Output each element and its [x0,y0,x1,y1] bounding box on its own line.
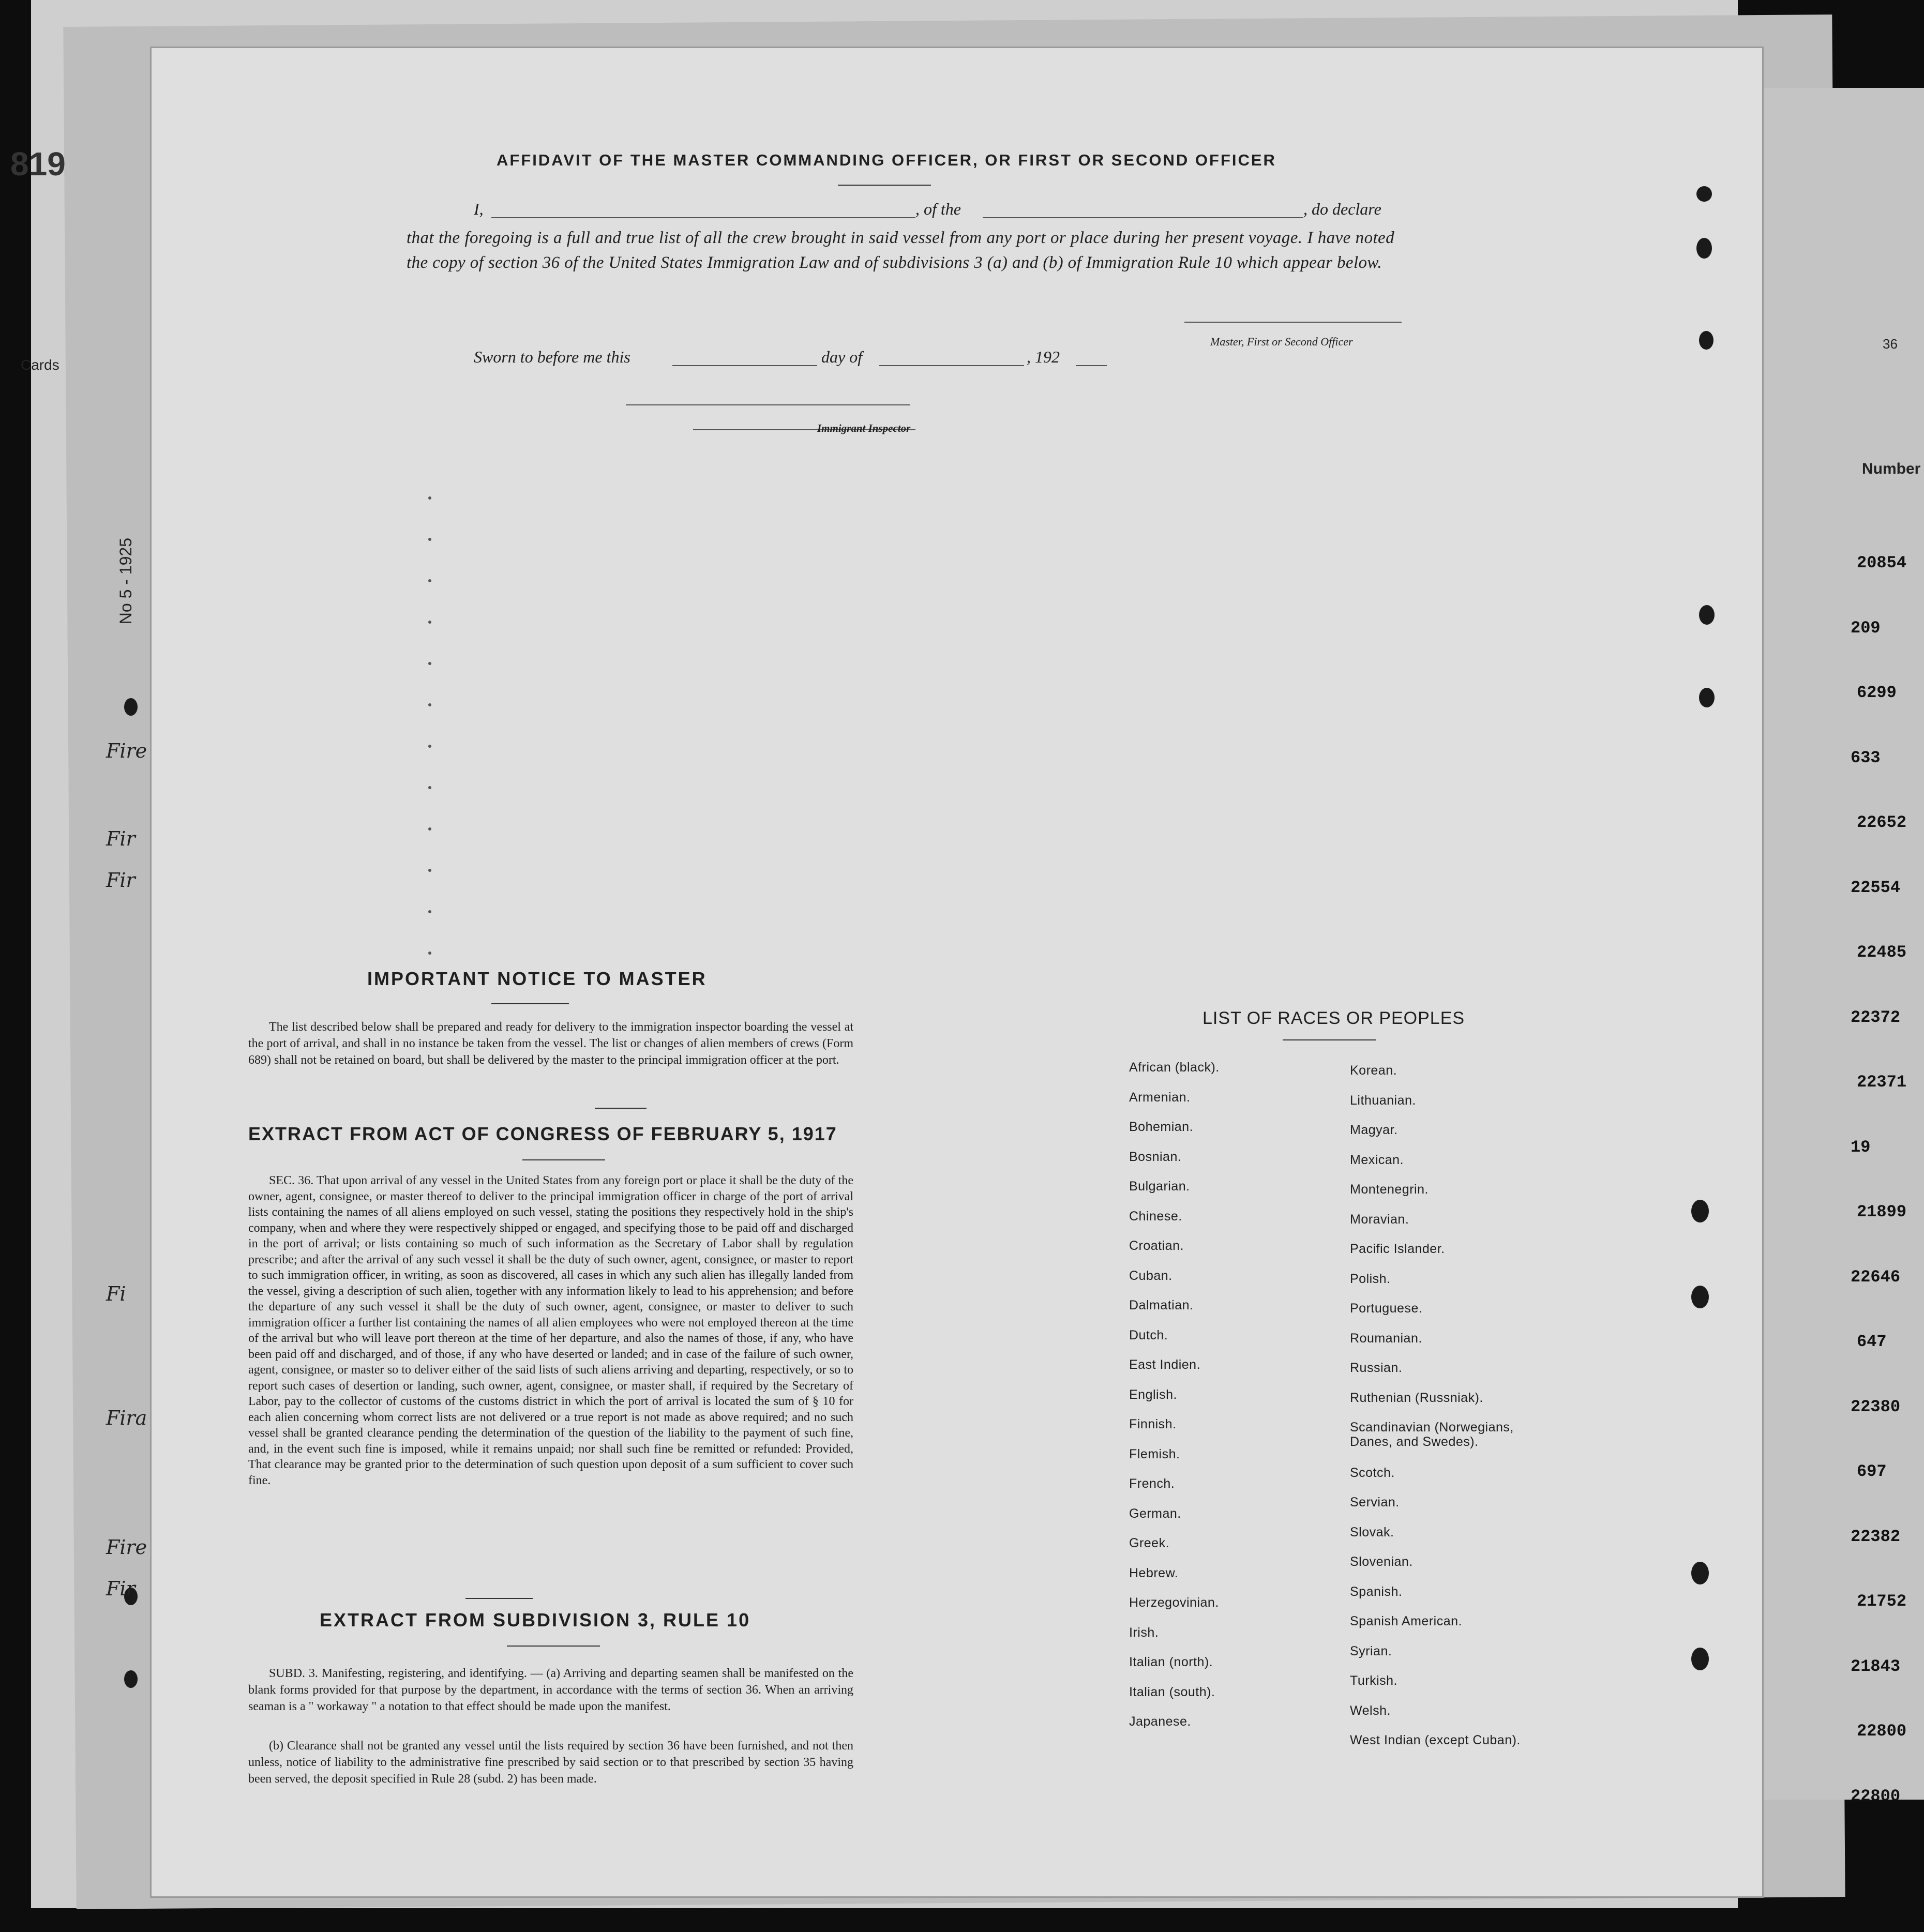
column-dot [428,496,431,500]
race-item: Irish. [1129,1625,1159,1640]
punch-hole [1699,688,1715,707]
column-dot [428,786,431,789]
race-item: Syrian. [1350,1643,1392,1658]
race-item: Russian. [1350,1361,1403,1375]
inspector-line [626,404,910,405]
race-item: Chinese. [1129,1209,1182,1224]
sworn-month-line [879,365,1024,366]
punch-hole [1691,1200,1709,1222]
races-title: LIST OF RACES OR PEOPLES [1202,1008,1465,1028]
affidavit-of-the: , of the [915,200,961,218]
margin-number: 20854 [1857,553,1907,572]
fireman-note: Fire [106,739,147,762]
margin-number: 647 [1857,1332,1887,1351]
margin-number: 22372 [1851,1007,1901,1027]
column-dot [428,869,431,872]
act-body: SEC. 36. That upon arrival of any vessel in the United States from any foreign port or place it shall be the duty of the owner, agent, consignee, or master thereof to deliver to the principal immigration officer in charge of the port of arrival lists containing the names of all aliens employed on such vessel, stating the positions they respectively hold in the ship's company, when and where they were respectively shipped or engaged, and specifying those to be paid off and discharged in the port of arrival; or lists containing so much of such information as the Secretary of Labor shall by regulation prescribe; and after the arrival of any such vessel it shall be the duty of such owner, agent, consignee, or master to report to such immigration officer, in writing, as soon as discovered, all cases in which any such alien has illegally landed from the vessel, giving a description of such alien, together with any information likely to lead to his apprehension; and before the departure of any such vessel it shall be the duty of such owner, agent, consignee, or master to deliver to such immigration officer a further list containing the names of all alien employees who were not employed thereon at the time of the arrival but who will leave port thereon at the time of her departure, and also the names of those, if any, who have been paid off and discharged, and of those, if any who have deserted or landed; and in case of the failure of such owner, agent, consignee, or master so to deliver either of the said lists of such aliens arriving and departing, respectively, or so to report such cases of desertion or landing, such owner, agent, consignee, or master shall, if required by the Secretary of Labor, pay to the collector of customs of the customs district in which the port of arrival is located the sum of § 10 for each alien concerning whom correct lists are not delivered or a true report is not made as above required; and no such vessel shall be granted clearance pending the determination of the question of the liability to the payment of such fine, and, in the event such fine is imposed, while it remains unpaid; nor shall such fine be remitted or refunded: Provided, That clearance may be granted prior to the determination of such question upon deposit of a sum sufficient to cover such fine. [248,1174,853,1487]
notice-title: IMPORTANT NOTICE TO MASTER [367,968,707,989]
punch-hole [1696,186,1712,202]
rule-rule [507,1646,600,1647]
day-of: day of [821,348,863,366]
punch-hole [1691,1562,1709,1584]
column-dot [428,952,431,955]
race-item: Cuban. [1129,1268,1173,1283]
act-rule-2 [465,1598,533,1599]
fireman-note: Fir [106,869,136,892]
race-item: Japanese. [1129,1714,1191,1729]
margin-number: 22554 [1851,878,1901,897]
margin-number: 633 [1851,748,1881,767]
margin-number: 6299 [1857,683,1897,702]
margin-number: 22652 [1857,813,1907,832]
race-item: Slovenian. [1350,1554,1413,1569]
rule-para-b: (b) Clearance shall not be granted any vessel until the lists required by section 36 have been furnished, and not then unless, notice of liability to the administrative fine prescribed by said section or to that prescribed by section 35 having been served, the deposit specified in Rule 28 (subd. 2) has been made. [248,1739,853,1786]
notice-rule [491,1003,569,1004]
margin-number: 22380 [1851,1397,1901,1416]
race-item: Magyar. [1350,1123,1398,1137]
race-item: Dalmatian. [1129,1298,1194,1312]
race-item: Ruthenian (Russniak). [1350,1390,1483,1405]
column-dot [428,621,431,624]
race-item: Pacific Islander. [1350,1242,1445,1256]
column-dot [428,538,431,541]
race-item: Montenegrin. [1350,1182,1429,1197]
margin-number: 697 [1857,1462,1887,1481]
race-item: East Indien. [1129,1357,1201,1372]
race-item: Italian (north). [1129,1655,1213,1669]
race-item: Hebrew. [1129,1565,1179,1580]
race-item: Dutch. [1129,1327,1168,1342]
race-item: West Indian (except Cuban). [1350,1733,1521,1747]
race-item: Italian (south). [1129,1684,1215,1699]
signature-caption: Master, First or Second Officer [1210,335,1353,348]
race-item: German. [1129,1506,1181,1521]
race-item: Slovak. [1350,1525,1394,1539]
fireman-note: Fir [106,827,136,850]
affidavit-i: I, [474,200,484,218]
race-item: Bulgarian. [1129,1179,1190,1194]
punch-hole [124,698,138,716]
col-number-label: 36 [1883,336,1898,352]
rule-title: EXTRACT FROM SUBDIVISION 3, RULE 10 [320,1609,751,1631]
punch-hole [124,1670,138,1688]
punch-hole [1699,605,1715,625]
fireman-note: Fira [106,1407,147,1429]
race-item: Korean. [1350,1063,1397,1078]
act-rule [522,1159,605,1160]
race-item: Bohemian. [1129,1120,1194,1134]
signature-line [1184,322,1402,323]
race-item: Portuguese. [1350,1301,1423,1316]
fireman-note: Fi [106,1282,126,1305]
rule-para-a: SUBD. 3. Manifesting, registering, and identifying. — (a) Arriving and departing seamen shall be manifested on the blank forms provided for that purpose by the department, in accordance with the terms of section 36. When an arriving seaman is a " workaway " a notation to that effect should be made upon the manifest. [248,1667,853,1713]
race-item: Spanish American. [1350,1614,1462,1628]
punch-hole [1691,1286,1709,1308]
affidavit-do-declare: , do declare [1303,200,1381,218]
race-item: Greek. [1129,1536,1170,1550]
notice-body: The list described below shall be prepared and ready for delivery to the immigration inspector boarding the vessel at the port of arrival, and shall in no instance be taken from the vessel. The list or changes of alien members of crews (Form 689) shall not be retained on board, but shall be delivered by the master to the principal immigration officer at the port. [248,1020,853,1067]
margin-number: 22371 [1857,1073,1907,1092]
column-dot [428,827,431,831]
race-item: Scotch. [1350,1465,1395,1480]
race-item: Spanish. [1350,1584,1403,1599]
margin-number: 21752 [1857,1592,1907,1611]
sworn-day-line [672,365,817,366]
race-item: Polish. [1350,1271,1391,1286]
sworn-text: Sworn to before me this [474,348,630,366]
act-title: EXTRACT FROM ACT OF CONGRESS OF FEBRUARY 5, 1917 [248,1123,837,1144]
race-item: African (black). [1129,1060,1220,1075]
race-item: Servian. [1350,1495,1400,1510]
card-label: Cards [21,357,59,373]
column-dot [428,703,431,706]
year-prefix: , 192 [1027,348,1060,366]
vertical-stamp: No 5 - 1925 [116,538,135,625]
race-item: Flemish. [1129,1446,1180,1461]
race-item: Roumanian. [1350,1331,1422,1346]
race-item: Armenian. [1129,1090,1191,1105]
punch-hole [1699,331,1713,350]
column-dot [428,745,431,748]
margin-number: 22485 [1857,943,1907,962]
margin-number: 22382 [1851,1527,1901,1546]
number-header: Number [1862,460,1921,477]
margin-number: 21843 [1851,1656,1901,1676]
punch-hole [1691,1648,1709,1670]
race-item: Scandinavian (Norwegians, Danes, and Swedes). [1350,1420,1514,1449]
punch-hole [1696,238,1712,259]
margin-number: 22800 [1851,1786,1901,1806]
affidavit-title: AFFIDAVIT OF THE MASTER COMMANDING OFFICER, OR FIRST OR SECOND OFFICER [497,151,1276,169]
column-dot [428,579,431,582]
race-item: English. [1129,1387,1177,1402]
margin-number: 22800 [1857,1722,1907,1741]
year-line [1076,365,1107,366]
race-item: French. [1129,1476,1175,1491]
margin-number: 22646 [1851,1267,1901,1287]
race-item: Bosnian. [1129,1149,1182,1164]
race-item: Welsh. [1350,1703,1391,1718]
race-item: Croatian. [1129,1239,1184,1253]
race-item: Moravian. [1350,1212,1409,1227]
affidavit-body: that the foregoing is a full and true list of all the crew brought in said vessel from any port or place during her present voyage. I have noted the copy of section 36 of the United States Immigration Law and of subdivisions 3 (a) and (b) of Immigration Rule 10 which appear below. [407,229,1394,272]
margin-number: 21899 [1857,1202,1907,1221]
fireman-note: Fir [106,1577,136,1600]
race-item: Mexican. [1350,1152,1404,1167]
race-item: Turkish. [1350,1673,1397,1688]
inspector-caption: Immigrant Inspector [817,422,911,434]
column-dot [428,662,431,665]
notice-rule-2 [595,1108,647,1109]
name-line [491,217,915,218]
title-rule [838,185,931,186]
fireman-note: Fire [106,1536,147,1559]
vessel-line [983,217,1303,218]
number-819: 819 [10,145,66,183]
column-dot [428,910,431,913]
margin-number: 19 [1851,1137,1871,1157]
races-rule [1283,1039,1376,1040]
race-item: Finnish. [1129,1417,1177,1431]
race-item: Lithuanian. [1350,1093,1416,1108]
margin-number: 209 [1851,618,1881,638]
race-item: Herzegovinian. [1129,1595,1219,1610]
